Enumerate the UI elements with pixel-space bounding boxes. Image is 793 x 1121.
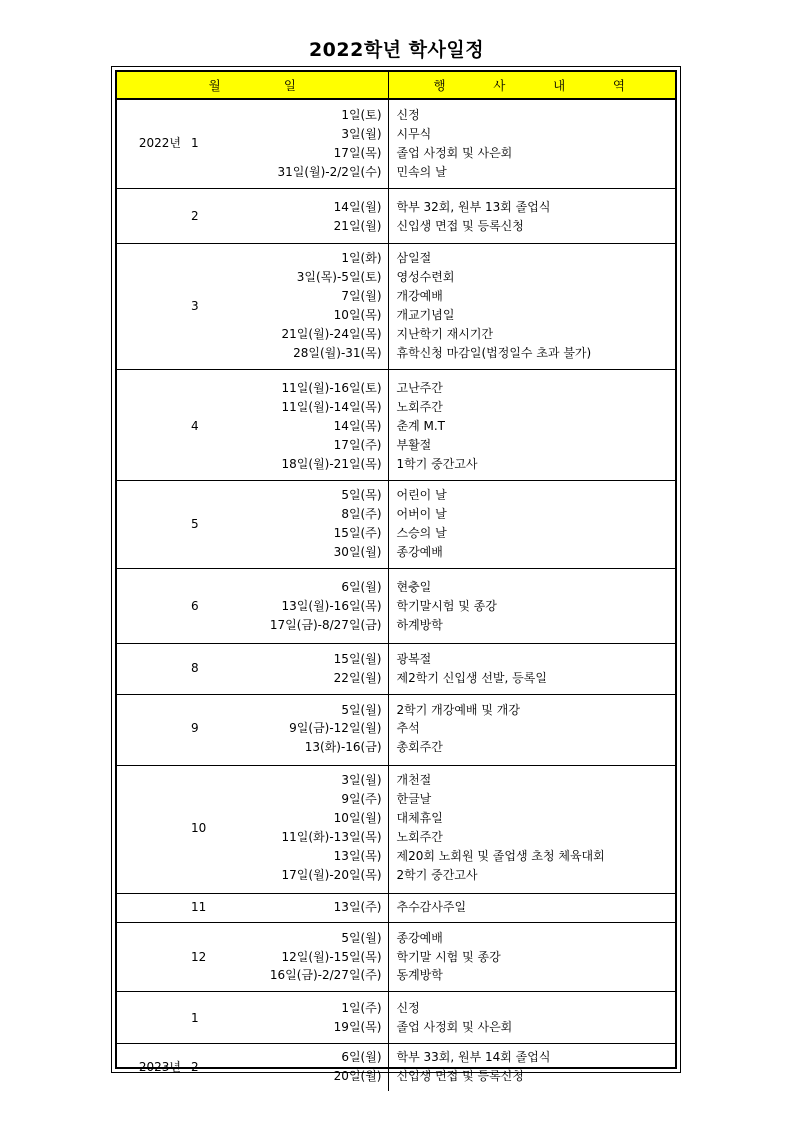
header-month-char: 월 [208,78,221,93]
event-item: 동계방학 [396,968,443,983]
date-item: 14일(목) [333,418,382,433]
event-item: 2학기 개강예배 및 개강 [396,702,520,717]
date-cell [117,244,388,369]
date-item: 13일(월)-16일(목) [281,598,382,613]
event-item: 영성수련회 [396,270,455,285]
date-item: 6일(월) [341,580,382,595]
schedule-row [117,244,675,369]
schedule-row [117,766,675,893]
date-list [221,701,388,758]
month-label: 2 [191,209,199,224]
date-item: 10일(월) [333,811,382,826]
event-item: 춘계 M.T [396,418,445,433]
date-item: 1일(주) [341,1001,382,1016]
date-item: 17일(월)-20일(목) [281,867,382,882]
schedule-row [117,369,675,481]
event-item: 제20회 노회원 및 졸업생 초청 체육대회 [396,848,605,863]
date-cell [117,99,388,188]
event-item: 개천절 [396,773,432,788]
month-label: 5 [191,516,199,531]
event-item: 한글날 [396,792,432,807]
date-item: 5일(월) [341,930,382,945]
header-event-char: 행 [433,78,446,93]
event-item: 1학기 중간고사 [396,456,478,471]
date-cell [117,893,388,922]
month-label: 3 [191,298,199,313]
event-item: 학기말 시험 및 종강 [396,949,501,964]
date-item: 28일(월)-31(목) [293,345,382,360]
schedule-table [117,72,675,1091]
date-item: 17일(주) [333,437,382,452]
schedule-table-container [115,70,677,1084]
schedule-row [117,481,675,569]
event-item: 추수감사주일 [396,899,467,914]
header-event-char: 역 [612,78,625,93]
event-item: 휴학신청 마감일(법정일수 초과 불가) [396,345,592,360]
schedule-body [117,99,675,1091]
event-cell [388,643,675,694]
date-item: 12일(월)-15일(목) [281,949,382,964]
date-item: 7일(월) [341,289,382,304]
date-item: 31일(월)-2/2일(수) [277,164,382,179]
schedule-row [117,922,675,992]
date-item: 9일(주) [341,792,382,807]
schedule-row [117,992,675,1044]
date-cell [117,694,388,766]
event-item: 시무식 [396,126,432,141]
date-item: 22일(월) [333,670,382,685]
event-item: 삼일절 [396,251,432,266]
month-label: 10 [191,820,207,835]
event-cell [388,1044,675,1091]
schedule-row [117,188,675,244]
date-item: 8일(주) [341,507,382,522]
event-item: 2학기 중간고사 [396,867,478,882]
event-cell [388,569,675,644]
date-cell [117,992,388,1044]
date-item: 15일(주) [333,526,382,541]
schedule-row [117,1044,675,1091]
event-item: 하계방학 [396,617,443,632]
event-item: 개강예배 [396,289,443,304]
event-cell [388,244,675,369]
schedule-row [117,569,675,644]
date-item: 21일(월)-24일(목) [281,327,382,342]
event-cell [388,893,675,922]
date-list [221,249,388,362]
date-item: 16일(금)-2/27일(주) [269,968,382,983]
date-item: 11일(월)-16일(토) [281,380,382,395]
schedule-row [117,99,675,188]
event-item: 노회주간 [396,830,443,844]
month-label: 9 [191,721,199,736]
event-cell [388,694,675,766]
table-header-row [117,72,675,99]
date-item: 14일(월) [333,199,382,214]
date-list [221,486,388,562]
event-item: 민속의 날 [396,164,447,179]
event-item: 개교기념일 [396,308,455,323]
month-label: 4 [191,418,199,433]
date-item: 9일(금)-12일(월) [289,721,382,736]
event-item: 추석 [396,721,420,736]
event-item: 총회주간 [396,740,443,755]
date-cell [117,643,388,694]
date-cell [117,569,388,644]
event-item: 고난주간 [396,380,443,395]
event-item: 어버이 날 [396,507,447,522]
event-cell [388,369,675,481]
header-event-char: 내 [553,78,566,93]
schedule-row [117,643,675,694]
date-item: 19일(목) [333,1020,382,1035]
month-label: 11 [191,899,207,914]
event-item: 현충일 [396,580,432,595]
date-item: 21일(월) [333,218,382,233]
date-item: 5일(월) [341,702,382,717]
page-title: 2022학년 학사일정 [308,39,485,61]
date-list [221,106,388,182]
event-item: 졸업 사정회 및 사은회 [396,145,513,160]
date-list [221,898,388,917]
event-item: 종강예배 [396,930,443,945]
date-item: 13일(주) [333,899,382,914]
date-item: 11일(월)-14일(목) [281,399,382,414]
event-item: 학기말시험 및 종강 [396,598,497,613]
date-item: 20일(월) [333,1069,382,1084]
event-item: 학부 32회, 원부 13회 졸업식 [396,199,551,214]
event-item: 광복절 [396,651,432,666]
date-cell [117,922,388,992]
event-item: 신정 [396,1001,420,1016]
event-item: 신입생 면접 및 등록신청 [396,218,524,233]
date-list [221,578,388,635]
month-label: 8 [191,661,199,676]
event-item: 어린이 날 [396,488,447,503]
event-item: 졸업 사정회 및 사은회 [396,1020,513,1035]
event-item: 제2학기 신입생 선발, 등록일 [396,670,547,685]
date-list [221,999,388,1037]
date-item: 15일(월) [333,651,382,666]
header-month-day [117,72,388,99]
year-label: 2023년 [138,1059,181,1074]
date-item: 3일(월) [341,126,382,141]
event-cell [388,992,675,1044]
event-cell [388,99,675,188]
date-list [221,929,388,986]
date-item: 6일(월) [341,1050,382,1065]
month-label: 2 [191,1059,199,1074]
date-list [221,198,388,236]
schedule-frame [111,66,681,1084]
event-item: 대체휴일 [396,811,443,826]
date-cell [117,766,388,893]
date-cell [117,481,388,569]
date-item: 17일(목) [333,145,382,160]
date-cell [117,369,388,481]
date-list [221,1048,388,1086]
event-item: 지난학기 재시기간 [396,327,494,342]
event-cell [388,766,675,893]
date-item: 30일(월) [333,545,382,560]
month-label: 1 [191,136,199,151]
month-label: 1 [191,1010,199,1025]
header-day-char: 일 [283,78,296,93]
date-item: 11일(화)-13일(목) [281,830,382,844]
header-event-char: 사 [493,78,506,93]
date-list [221,771,388,884]
header-events [388,72,675,99]
event-cell [388,188,675,244]
date-list [221,650,388,688]
month-label: 6 [191,598,199,613]
date-item: 10일(목) [333,308,382,323]
event-item: 학부 33회, 원부 14회 졸업식 [396,1050,551,1065]
event-item: 신정 [396,108,420,122]
month-label: 12 [191,949,207,964]
date-item: 1일(화) [341,251,382,266]
date-item: 5일(목) [341,488,382,503]
date-item: 13일(목) [333,848,382,863]
date-item: 3일(월) [341,773,382,788]
year-label: 2022년 [138,136,181,151]
date-list [221,379,388,474]
event-item: 부활절 [396,437,432,452]
event-item: 노회주간 [396,399,443,414]
date-item: 1일(토) [341,108,382,122]
event-item: 스승의 날 [396,526,447,541]
event-item: 신입생 면접 및 등록신청 [396,1069,524,1084]
event-cell [388,481,675,569]
date-item: 13(화)-16(금) [304,740,382,755]
date-item: 18일(월)-21일(목) [281,456,382,471]
date-item: 17일(금)-8/27일(금) [269,617,382,632]
event-item: 종강예배 [396,545,443,560]
date-cell [117,188,388,244]
schedule-row [117,694,675,766]
event-cell [388,922,675,992]
schedule-row [117,893,675,922]
date-cell [117,1044,388,1091]
date-item: 3일(목)-5일(토) [296,270,382,285]
